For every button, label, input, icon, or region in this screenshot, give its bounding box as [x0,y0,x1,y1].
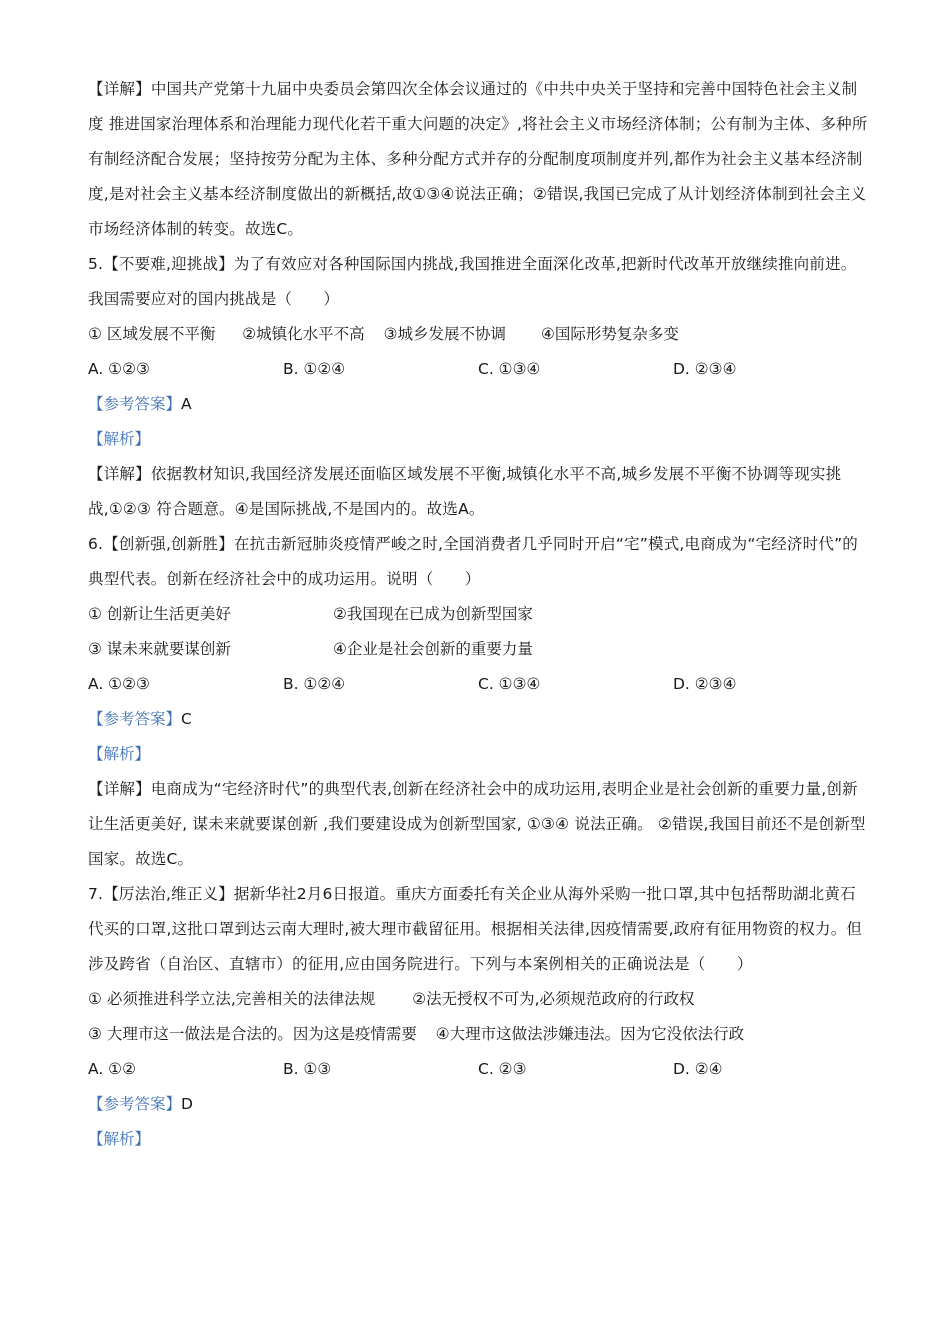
q6-item-2: ②我国现在已成为创新型国家 [333,605,533,623]
q6-options [88,667,868,702]
q5-option-c: C. ①③④ [478,360,541,378]
q6-analysis-label: 【解析】 [88,745,151,763]
q7-answer [88,1087,868,1122]
q6-detail [88,772,868,877]
answer-value: D [181,1095,193,1113]
q7-items-row-2 [88,1017,868,1052]
q5-options [88,352,868,387]
q6-stem: 6.【创新强,创新胜】在抗击新冠肺炎疫情严峻之时,全国消费者几乎同时开启“宅”模式,电商成为“宅经济时代”的典型代表。创新在经济社会中的成功运用。说明（ ） [88,535,858,588]
q7-option-a: A. ①② [88,1060,136,1078]
detail-tag: 【详解】 [88,80,151,98]
q5-answer [88,387,868,422]
document-page [88,72,868,1157]
q5-option-d: D. ②③④ [673,360,737,378]
q7-option-b: B. ①③ [283,1060,332,1078]
q6-option-b: B. ①②④ [283,675,346,693]
q7-item-4: ④大理市这做法涉嫌违法。因为它没依法行政 [435,1025,745,1043]
q6-answer [88,702,868,737]
q7-item-2: ②法无授权不可为,必须规范政府的行政权 [412,990,695,1008]
q7-item-1: ① 必须推进科学立法,完善相关的法律法规 [88,990,376,1008]
q7-option-c: C. ②③ [478,1060,527,1078]
q6-option-d: D. ②③④ [673,675,737,693]
detail-tag: 【详解】 [88,465,151,483]
q6-item-4: ④企业是社会创新的重要力量 [333,640,533,658]
q5-detail [88,457,868,527]
answer-value: C [181,710,192,728]
q7-stem: 7.【厉法治,维正义】据新华社2月6日报道。重庆方面委托有关企业从海外采购一批口罩,其中包括帮助湖北黄石代买的口罩,这批口罩到达云南大理时,被大理市截留征用。根据相关法律,因疫情需要,政府有征用物资的权力。但涉及跨省（自治区、直辖市）的征用,应由国务院进行。下列与本案例相关的正确说法是（ ） [88,885,863,973]
q6-item-3: ③ 谋未来就要谋创新 [88,640,231,658]
q7-item-3: ③ 大理市这一做法是合法的。因为这是疫情需要 [88,1025,417,1043]
q5-item-3: ③城乡发展不协调 [383,325,507,343]
q6-item-1: ① 创新让生活更美好 [88,605,231,623]
q4-detail [88,72,868,247]
q5-item-1: ① 区域发展不平衡 [88,325,216,343]
q5-analysis-label: 【解析】 [88,430,151,448]
q5-option-a: A. ①②③ [88,360,150,378]
q5-option-b: B. ①②④ [283,360,346,378]
detail-text: 中国共产党第十九届中央委员会第四次全体会议通过的《中共中央关于坚持和完善中国特色社会主义制度 推进国家治理体系和治理能力现代化若干重大问题的决定》,将社会主义市场经济体制；公有制为主体、多种所有制经济配合发展；坚持按劳分配为主体、多种分配方式并存的分配制度项制度并列,都作为社会主义基本经济制度,是对社会主义基本经济制度做出的新概括,故①③④说法正确；②错误,我国已完成了从计划经济体制到社会主义市场经济体制的转变。故选C。 [88,80,868,238]
q6-items-row-2 [88,632,868,667]
detail-tag: 【详解】 [88,780,151,798]
q5-item-2: ②城镇化水平不高 [242,325,365,343]
q6-items-row-1 [88,597,868,632]
q7-items-row-1 [88,982,868,1017]
answer-label: 【参考答案】 [88,395,182,413]
q5-items [88,317,868,352]
detail-text: 依据教材知识,我国经济发展还面临区域发展不平衡,城镇化水平不高,城乡发展不平衡不协调等现实挑战,①②③ 符合题意。④是国际挑战,不是国内的。故选A。 [88,465,842,518]
q7-analysis-label: 【解析】 [88,1130,151,1148]
q5-item-4: ④国际形势复杂多变 [540,325,679,343]
answer-label: 【参考答案】 [88,1095,182,1113]
q7-options [88,1052,868,1087]
q6-option-c: C. ①③④ [478,675,541,693]
q6-option-a: A. ①②③ [88,675,150,693]
q7-option-d: D. ②④ [673,1060,723,1078]
q5-stem: 5.【不要难,迎挑战】为了有效应对各种国际国内挑战,我国推进全面深化改革,把新时代改革开放继续推向前进。我国需要应对的国内挑战是（ ） [88,255,857,308]
answer-label: 【参考答案】 [88,710,182,728]
detail-text: 电商成为“宅经济时代”的典型代表,创新在经济社会中的成功运用,表明企业是社会创新的重要力量,创新让生活更美好, 谋未来就要谋创新 ,我们要建设成为创新型国家, ①③④ 说法正确。 ②错误,我国目前还不是创新型国家。故选C。 [88,780,866,868]
answer-value: A [181,395,192,413]
